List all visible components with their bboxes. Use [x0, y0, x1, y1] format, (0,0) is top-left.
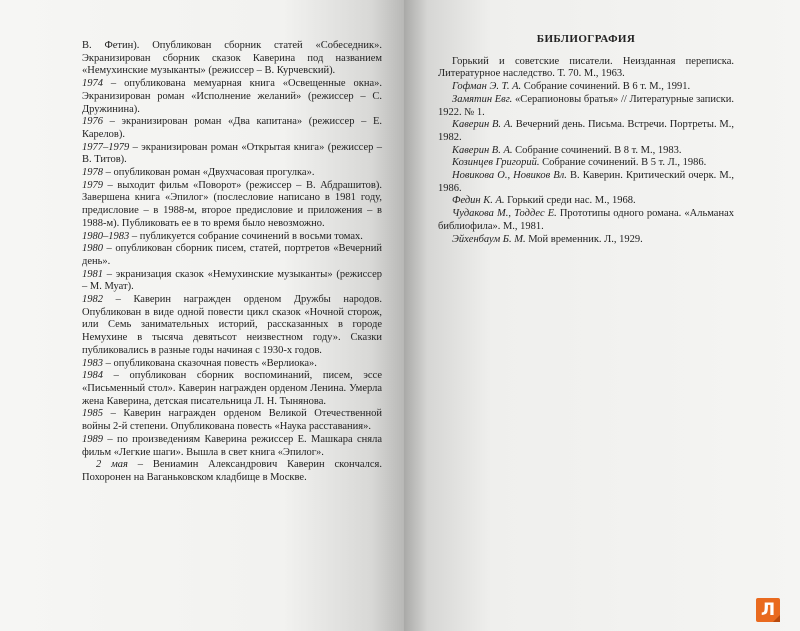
chronology-column	[82, 40, 382, 485]
chronology-entry: 1978 – опубликован роман «Двухчасовая прогулка».	[82, 167, 315, 179]
bibliography-title: БИБЛИОГРАФИЯ	[536, 33, 636, 45]
chronology-entry: 1984 – опубликован сборник воспоминаний, писем, эссе «Письменный стол». Каверин награжден орденом Ленина. Умерла жена Каверина, детская писательница Л. Н. Тынянова.	[82, 370, 382, 407]
bibliography-item: Каверин В. А. Собрание сочинений. В 8 т. М., 1983.	[452, 144, 682, 156]
chronology-entry: 1976 – экранизирован роман «Два капитана» (режиссер – Е. Карелов).	[82, 116, 382, 140]
chronology-entry: 1980–1983 – публикуется собрание сочинений в восьми томах.	[82, 230, 363, 242]
bibliography-item: Замятин Евг. «Серапионовы братья» // Литературные записки. 1922. № 1.	[438, 93, 734, 118]
bibliography-item: Козинцев Григорий. Собрание сочинений. В 5 т. Л., 1986.	[452, 157, 707, 169]
publisher-logo-icon: Л	[756, 598, 780, 622]
chronology-entry: 1983 – опубликована сказочная повесть «Верлиока».	[82, 357, 317, 369]
chronology-entry: 1979 – выходит фильм «Поворот» (режиссер – В. Абдрашитов). Завершена книга «Эпилог» (послесловие написано в 1981 году, предисловие – в 1988-м, второе предисловие и приложения – в 1988-м). Публиковать ее в то время было невозможно.	[82, 179, 382, 229]
bibliography-item: Федин К. А. Горький среди нас. М., 1968.	[452, 195, 636, 207]
chronology-entry: 1982 – Каверин награжден орденом Дружбы народов. Опубликован в виде одной повести цикл сказок «Ночной сторож, или Семь занимательных историй, рассказанных в городе Немухине в тысяча девятьсот неизвестном году». Сказки публиковались в разные годы начиная с 1930-х годов.	[82, 294, 382, 356]
bibliography-item: Гофман Э. Т. А. Собрание сочинений. В 6 т. М., 1991.	[452, 81, 691, 93]
bibliography-item: Эйхенбаум Б. М. Мой временник. Л., 1929.	[452, 233, 643, 245]
bibliography-item: Новикова О., Новиков Вл. В. Каверин. Критический очерк. М., 1986.	[438, 170, 734, 194]
chronology-entry: 1989 – по произведениям Каверина режиссер Е. Машкара сняла фильм «Легкие шаги». Вышла в свет книга «Эпилог».	[82, 433, 382, 458]
chronology-entry: 1980 – опубликован сборник писем, статей, портретов «Вечерний день».	[82, 243, 382, 267]
chronology-entry: В. Фетин). Опубликован сборник статей «Собеседник». Экранизирован сборник сказок Каверина под названием «Немухинские музыканты» (режиссер – В. Курчевский).	[82, 40, 382, 77]
bibliography-item: Чудакова М., Тоддес Е. Прототипы одного романа. «Альманах библиофила». М., 1981.	[438, 208, 734, 232]
chronology-entry: 2 мая – Вениамин Александрович Каверин скончался. Похоронен на Ваганьковском кладбище в Москве.	[82, 459, 382, 483]
chronology-entry: 1981 – экранизация сказок «Немухинские музыканты» (режиссер – М. Муат).	[82, 268, 382, 293]
bibliography-item: Каверин В. А. Вечерний день. Письма. Встречи. Портреты. М., 1982.	[438, 119, 734, 143]
chronology-entry: 1977–1979 – экранизирован роман «Открытая книга» (режиссер – В. Титов).	[82, 141, 382, 166]
bibliography-column	[438, 33, 734, 246]
bibliography-item: Горький и советские писатели. Неизданная переписка. Литературное наследство. Т. 70. М., 1963.	[438, 55, 734, 80]
chronology-entry: 1985 – Каверин награжден орденом Великой Отечественной войны 2-й степени. Опубликована повесть «Наука расставания».	[82, 408, 382, 433]
chronology-entry: 1974 – опубликована мемуарная книга «Освещенные окна». Экранизирован роман «Исполнение желаний» (режиссер – С. Дружинина).	[82, 78, 382, 115]
